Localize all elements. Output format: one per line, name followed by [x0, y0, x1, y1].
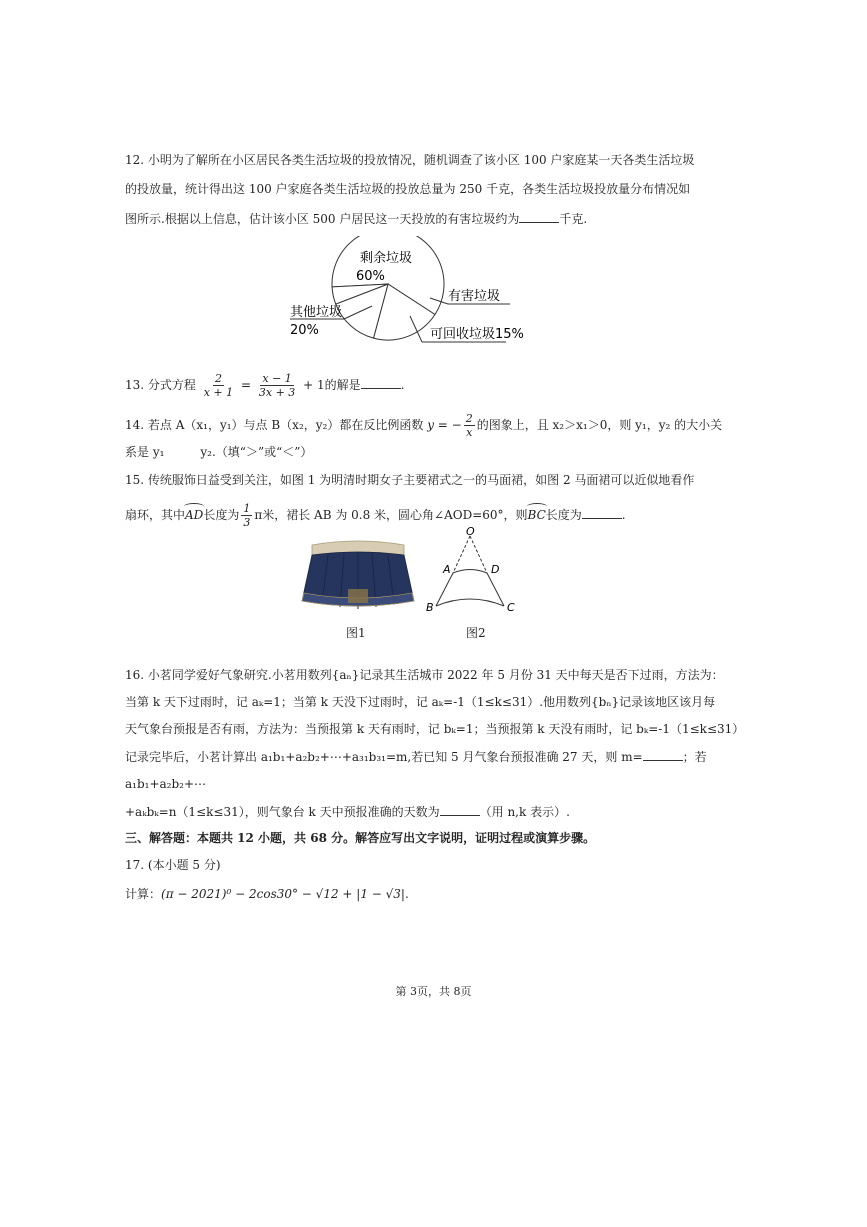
- q14-line-2: 系是 y₁ y₂.（填“＞”或“＜”）: [125, 445, 313, 459]
- q13-prefix: 13. 分式方程: [125, 378, 196, 392]
- page-footer: 第 3页，共 8页: [395, 985, 472, 998]
- q16-line-4-text: 记录完毕后，小茗计算出 a₁b₁+a₂b₂+⋯+a₃₁b₃₁=m,若已知 5 月气象台预报准确 27 天，则 m=: [125, 750, 643, 764]
- dashed-od: [470, 536, 487, 573]
- q14-func: y = −: [427, 418, 462, 432]
- dashed-oa: [453, 536, 470, 573]
- sector-ring-figure: [420, 526, 530, 618]
- pie-chart: [280, 236, 540, 348]
- q15-text-a: 扇环，其中: [125, 508, 186, 522]
- q15-line-2: [125, 502, 626, 529]
- q15-text-d: 长度为: [545, 508, 582, 522]
- answer-blank: [440, 803, 480, 816]
- q15-line-1: 15. 传统服饰日益受到关注，如图 1 为明清时期女子主要裙式之一的马面裙，如图 2 马面裙可以近似地看作: [125, 473, 695, 487]
- q13-fraction-2: [257, 372, 297, 399]
- skirt-embroidery: [348, 589, 368, 603]
- answer-blank: [582, 506, 622, 519]
- pie-label-recyclable: 可回收垃圾15%: [430, 327, 524, 342]
- q15-arc-bc: BC: [527, 508, 546, 522]
- q12-line-2: 的投放量，统计得出这 100 户家庭各类生活垃圾的投放总量为 250 千克，各类生活垃圾投放量分布情况如: [125, 182, 691, 196]
- q16-line-6-text: +aₖbₖ=n（1≤k≤31），则气象台 k 天中预报准确的天数为: [125, 805, 440, 819]
- q12-line-1: 12. 小明为了解所在小区居民各类生活垃圾的投放情况，随机调查了该小区 100 户家庭某一天各类生活垃圾: [125, 153, 695, 167]
- q13-plus-one: + 1: [303, 378, 325, 392]
- q17-expr: (π − 2021)⁰ − 2cos30° − √12 + |1 − √3|: [161, 887, 405, 901]
- q13-suffix: 的解是: [324, 378, 361, 392]
- q13-equals: =: [240, 378, 252, 392]
- point-d: D: [491, 563, 500, 576]
- q16-line-4-end: ；若: [682, 750, 707, 764]
- q15-frac-num: 1: [243, 502, 251, 515]
- q13-f1-num: 2: [214, 372, 222, 385]
- q17-end: .: [404, 887, 409, 901]
- q16-line-2: 当第 k 天下过雨时，记 aₖ=1；当第 k 天没下过雨时，记 aₖ=-1（1≤k≤31）.他用数列{bₙ}记录该地区该月每: [125, 695, 716, 709]
- q15-fraction: [241, 502, 252, 529]
- q17-prefix: 计算：: [125, 887, 162, 901]
- q12-line-3: [125, 210, 587, 227]
- q14-line-1: [125, 412, 722, 439]
- q14-text-b: 的图象上，且 x₂＞x₁＞0，则 y₁，y₂ 的大小关: [476, 418, 723, 432]
- q17-expression: [125, 886, 409, 902]
- q16-line-4: [125, 748, 707, 765]
- arc-bc: [436, 599, 504, 606]
- q15-frac-den: 3: [243, 516, 251, 529]
- answer-blank: [519, 210, 559, 223]
- arc-ad: [453, 570, 487, 574]
- pie-label-other: 其他垃圾: [290, 305, 343, 320]
- point-c: C: [507, 601, 515, 614]
- pie-label-harmful: 有害垃圾: [448, 289, 501, 304]
- section-3-heading: 三、解答题：本题共 12 小题，共 68 分。解答应写出文字说明，证明过程或演算步骤。: [125, 831, 596, 845]
- q14-frac-den: x: [466, 426, 473, 439]
- q13-f2-den: 3x + 3: [258, 386, 296, 399]
- point-a: A: [443, 563, 451, 576]
- answer-blank: [643, 748, 683, 761]
- q14-fraction: [464, 412, 475, 439]
- q16-line-5: a₁b₁+a₂b₂+⋯: [125, 777, 207, 791]
- q13-fraction-1: [202, 372, 235, 399]
- fig1-caption: 图1: [346, 626, 366, 640]
- q14-text-a: 14. 若点 A（x₁，y₁）与点 B（x₂，y₂）都在反比例函数: [125, 418, 424, 432]
- fig2-caption: 图2: [466, 626, 486, 640]
- q16-line-6-end: （用 n,k 表示）.: [479, 805, 570, 819]
- q17-title: 17. (本小题 5 分): [125, 858, 221, 872]
- point-b: B: [426, 601, 434, 614]
- q16-line-3: 天气象台预报是否有雨，方法为：当预报第 k 天有雨时，记 bₖ=1；当预报第 k 天没有雨时，记 bₖ=-1（1≤k≤31）: [125, 722, 745, 736]
- q13: [125, 372, 404, 399]
- q16-line-1: 16. 小茗同学爱好气象研究.小茗用数列{aₙ}记录其生活城市 2022 年 5 月份 31 天中每天是否下过雨，方法为：: [125, 668, 724, 682]
- point-o: O: [466, 526, 475, 538]
- q16-line-6: [125, 803, 570, 820]
- q13-f1-den: x + 1: [203, 386, 234, 399]
- answer-blank: [361, 376, 401, 389]
- q15-text-c: π米，裙长 AB 为 0.8 米，圆心角∠AOD=60°，则: [254, 508, 528, 522]
- q14-frac-num: 2: [465, 412, 473, 425]
- q12-line-3-end: 千克.: [559, 212, 588, 226]
- q13-end: .: [400, 378, 405, 392]
- q13-f2-num: x − 1: [262, 372, 292, 385]
- pie-label-remaining: 剩余垃圾: [360, 251, 413, 266]
- pie-pct-remaining: 60%: [356, 269, 385, 284]
- q15-arc-ad: AD: [185, 508, 204, 522]
- q15-text-e: .: [621, 508, 626, 522]
- q12-line-3-text: 图所示.根据以上信息，估计该小区 500 户居民这一天投放的有害垃圾约为: [125, 212, 520, 226]
- pie-pct-other: 20%: [290, 323, 319, 338]
- skirt-figure: [298, 537, 418, 617]
- q15-text-b: 长度为: [203, 508, 240, 522]
